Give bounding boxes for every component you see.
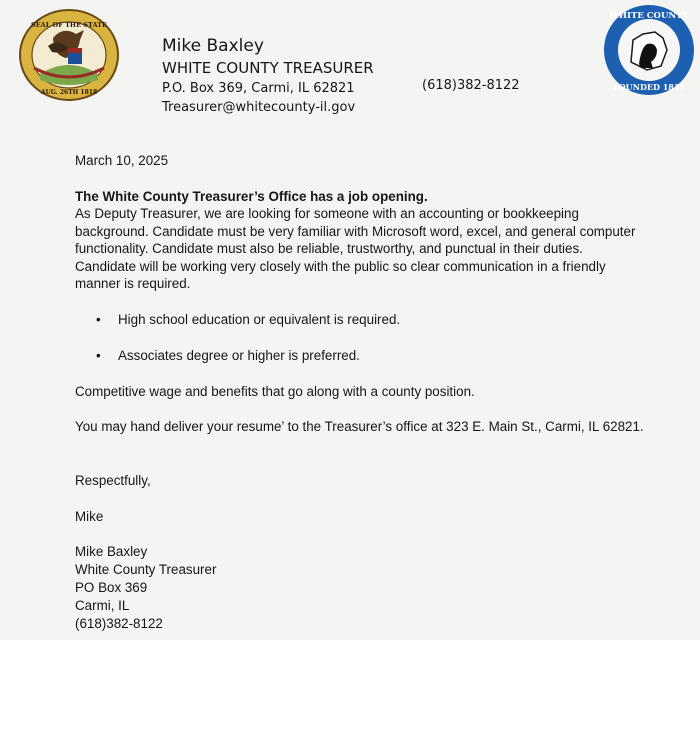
delivery-instructions: You may hand deliver your resume’ to the Treasurer’s office at 323 E. Main St., Carmi, IL 62821. [75,419,644,434]
svg-text:AUG. 26TH 1818: AUG. 26TH 1818 [40,89,98,96]
illinois-state-seal [18,8,120,102]
letterhead-email: Treasurer@whitecounty-il.gov [162,100,356,115]
bullet-icon: • [96,348,101,363]
signoff-name: Mike [75,509,104,524]
paragraph-line: functionality. Candidate must also be reliable, trustworthy, and punctual in their duties. [75,241,583,256]
svg-text:SEAL OF THE STATE: SEAL OF THE STATE [31,21,107,29]
letterhead-phone: (618)382-8122 [422,78,520,93]
paragraph-line: manner is required. [75,276,191,291]
bullet-text: Associates degree or higher is preferred. [118,348,360,363]
paragraph-line: background. Candidate must be very familiar with Microsoft word, excel, and general computer [75,223,636,239]
job-description-paragraph [75,205,665,293]
letterhead [162,35,374,117]
svg-text:WHITE COUNTY: WHITE COUNTY [609,11,689,21]
signature-line: Carmi, IL [75,598,130,613]
requirement-bullet [96,348,360,363]
bullet-text: High school education or equivalent is required. [118,312,401,327]
letter-date: March 10, 2025 [75,153,169,168]
signature-line: Mike Baxley [75,544,148,559]
closing-salutation: Respectfully, [75,473,151,488]
white-county-seal [603,4,695,96]
job-opening-headline: The White County Treasurer’s Office has a job opening. [75,189,428,204]
svg-text:FOUNDED 1815: FOUNDED 1815 [613,82,685,92]
paragraph-line: As Deputy Treasurer, we are looking for someone with an accounting or bookkeeping [75,206,579,221]
signature-block [75,543,665,633]
letterhead-address: P.O. Box 369, Carmi, IL 62821 [162,81,355,96]
compensation-text: Competitive wage and benefits that go along with a county position. [75,384,475,399]
signature-line: PO Box 369 [75,580,148,595]
paragraph-line: Candidate will be working very closely with the public so clear communication in a friendly [75,258,606,274]
signature-line: White County Treasurer [75,562,217,577]
bullet-icon: • [96,312,101,327]
treasurer-title: WHITE COUNTY TREASURER [162,59,374,77]
requirement-bullet [96,312,400,327]
signature-line: (618)382-8122 [75,616,163,631]
treasurer-name: Mike Baxley [162,36,264,56]
